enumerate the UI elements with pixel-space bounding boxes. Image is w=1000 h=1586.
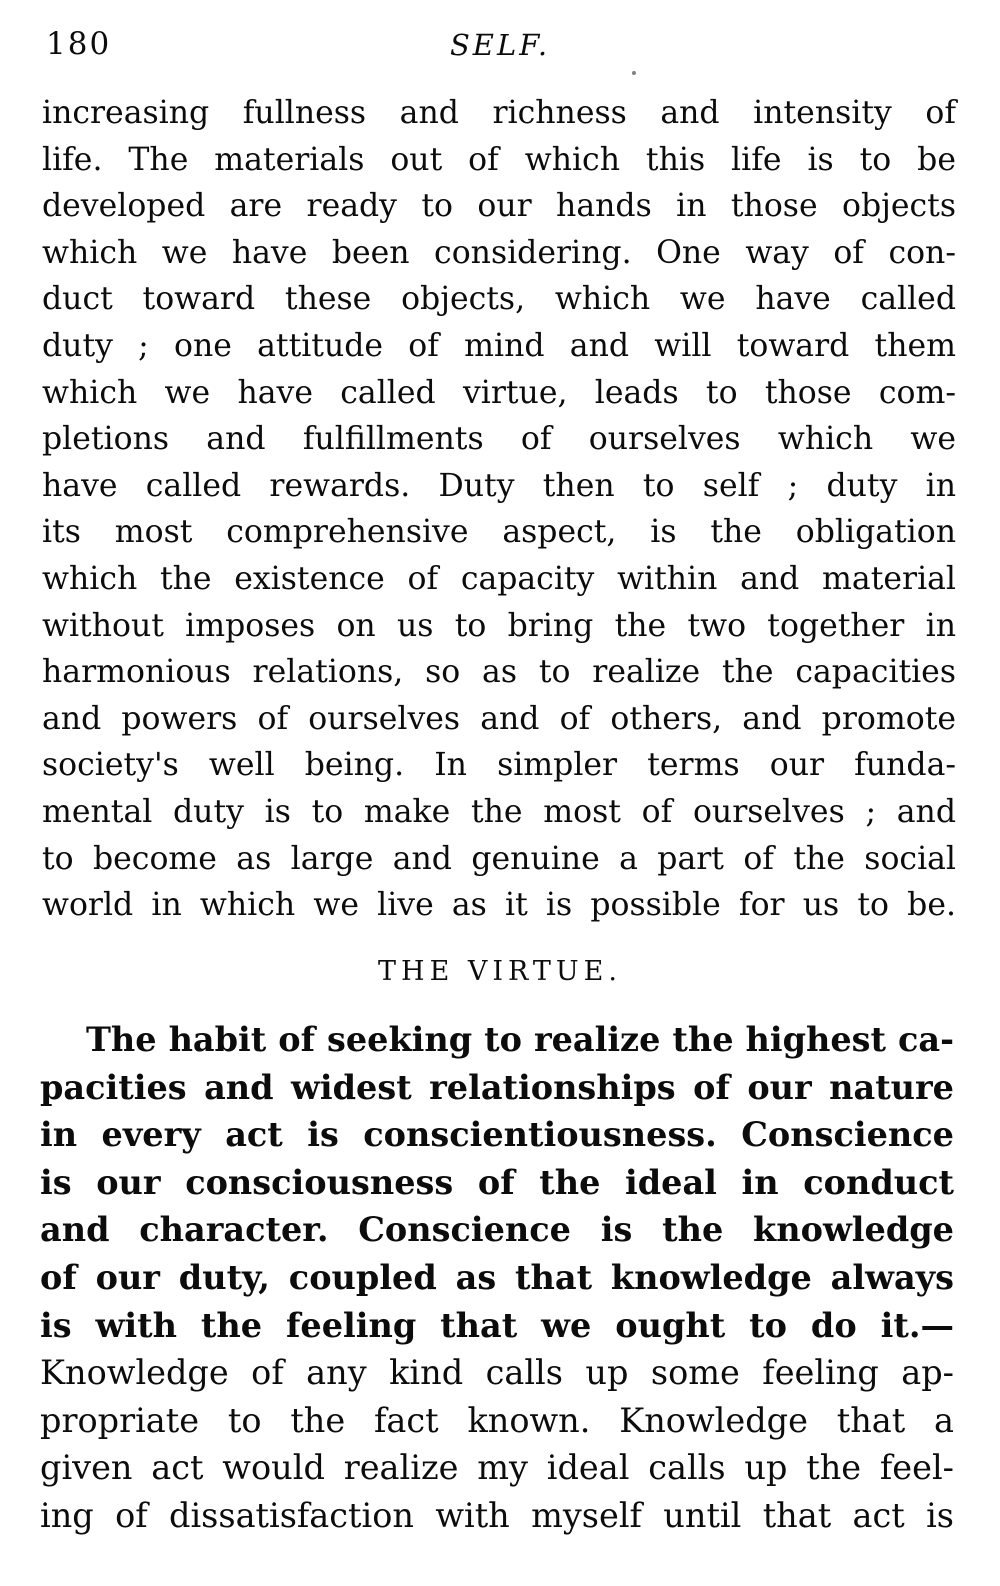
text-line: ing of dissatisfaction with myself until that act is bbox=[40, 1495, 954, 1535]
section-heading: THE VIRTUE. bbox=[378, 956, 622, 987]
text-line: duct toward these objects, which we have called bbox=[42, 281, 956, 318]
text-line: Knowledge of any kind calls up some feeling ap- bbox=[40, 1353, 954, 1393]
text-line: without imposes on us to bring the two together in bbox=[42, 607, 956, 644]
text-line-bold: is our consciousness of the ideal in conduct bbox=[40, 1162, 954, 1202]
text-line: developed are ready to our hands in those objects bbox=[42, 188, 956, 225]
running-title: SELF. bbox=[449, 28, 551, 62]
text-line-bold: of our duty, coupled as that knowledge always bbox=[40, 1257, 954, 1297]
text-line: which we have been considering. One way of con- bbox=[42, 234, 956, 271]
text-line: increasing fullness and richness and intensity of bbox=[42, 95, 956, 131]
text-line: duty ; one attitude of mind and will toward them bbox=[42, 327, 956, 364]
paragraph-continuation bbox=[42, 90, 956, 929]
scan-speck bbox=[632, 71, 636, 75]
text-line-bold: in every act is conscientiousness. Conscience bbox=[40, 1115, 954, 1155]
text-line-bold: The habit of seeking to realize the highest ca- bbox=[86, 1020, 954, 1059]
running-head bbox=[0, 24, 1000, 68]
text-line: to become as large and genuine a part of the social bbox=[42, 840, 956, 877]
paragraph-the-virtue bbox=[40, 1016, 954, 1540]
text-line: harmonious relations, so as to realize the capacities bbox=[42, 654, 956, 691]
text-line: its most comprehensive aspect, is the obligation bbox=[42, 514, 956, 551]
text-line: world in which we live as it is possible for us to be. bbox=[42, 887, 956, 924]
text-line: propriate to the fact known. Knowledge that a bbox=[40, 1400, 954, 1440]
text-line: which we have called virtue, leads to those com- bbox=[42, 374, 956, 411]
text-line-bold: pacities and widest relationships of our nature bbox=[40, 1067, 954, 1107]
text-line: which the existence of capacity within and material bbox=[42, 560, 956, 597]
text-line: and powers of ourselves and of others, and promote bbox=[42, 700, 956, 737]
text-line: life. The materials out of which this life is to be bbox=[42, 141, 956, 178]
text-line-bold: is with the feeling that we ought to do it.— bbox=[40, 1305, 954, 1345]
text-line: pletions and fulfillments of ourselves which we bbox=[42, 421, 956, 458]
page-number: 180 bbox=[46, 26, 112, 62]
text-line: mental duty is to make the most of ourselves ; and bbox=[42, 793, 956, 830]
text-line: society's well being. In simpler terms our funda- bbox=[42, 747, 956, 784]
text-line-bold: and character. Conscience is the knowledge bbox=[40, 1210, 954, 1250]
text-line: given act would realize my ideal calls up the feel- bbox=[40, 1448, 954, 1488]
text-line: have called rewards. Duty then to self ; duty in bbox=[42, 467, 956, 504]
